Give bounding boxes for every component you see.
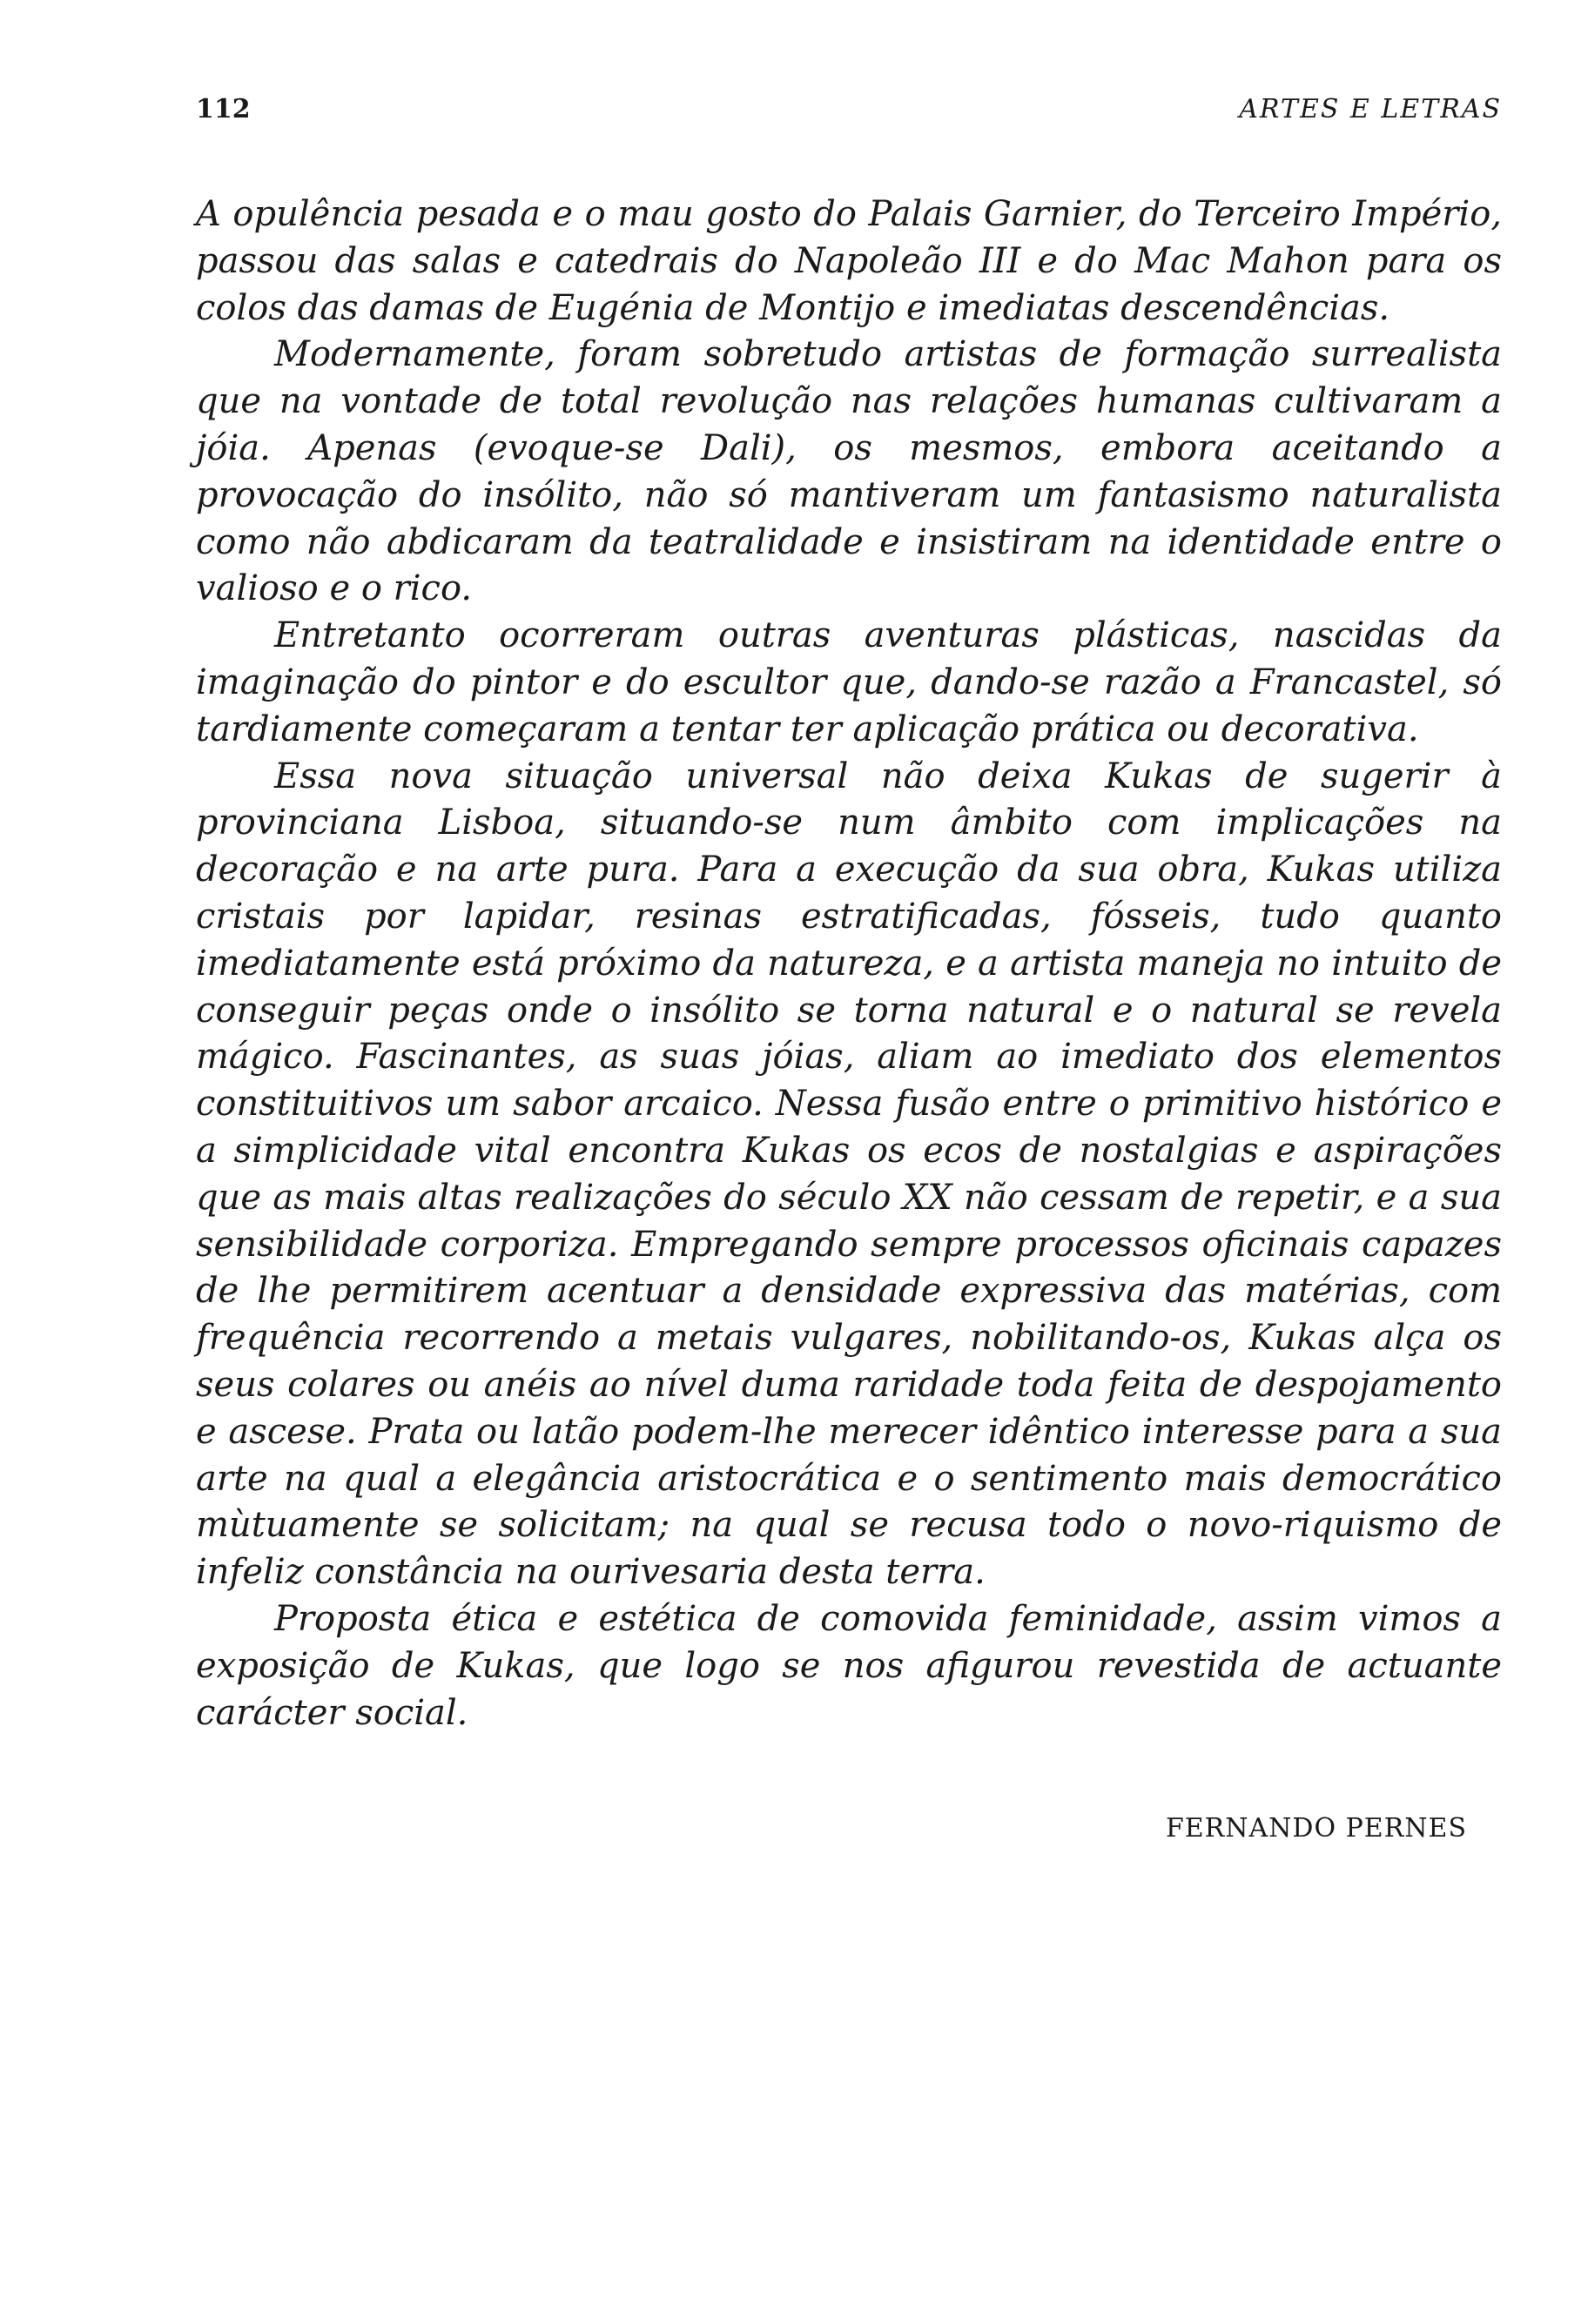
paragraph-3: Entretanto ocorreram outras aventuras plásticas, nascidas da imaginação do pintor e do escultor que, dando-se razão a Francastel, só tardiamente começaram a tentar ter aplicação prática ou decorativa. xyxy=(196,615,1502,749)
paragraph-1: A opulência pesada e o mau gosto do Palais Garnier, do Terceiro Império, passou das salas e catedrais do Napoleão III e do Mac Mahon para os colos das damas de Eugénia de Montijo e imediatas descendências. xyxy=(196,194,1502,328)
article-body xyxy=(196,191,1502,1736)
paragraph-4: Essa nova situação universal não deixa Kukas de sugerir à provinciana Lisboa, situando-se num âmbito com implicações na decoração e na arte pura. Para a execução da sua obra, Kukas utiliza cristais por lapidar, resinas estratificadas, fósseis, tudo quanto imediatamente está próximo da natureza, e a artista maneja no intuito de conseguir peças onde o insólito se torna natural e o natural se revela mágico. Fascinantes, as suas jóias, aliam ao imediato dos elementos constituitivos um sabor arcaico. Nessa fusão entre o primitivo histórico e a simplicidade vital encontra Kukas os ecos de nostalgias e aspirações que as mais altas realizações do século XX não cessam de repetir, e a sua sensibilidade corporiza. Empregando sempre processos oficinais capazes de lhe permitirem acentuar a densidade expressiva das matérias, com frequência recorrendo a metais vulgares, nobilitando-os, Kukas alça os seus colares ou anéis ao nível duma raridade toda feita de despojamento e ascese. Prata ou latão podem-lhe merecer idêntico interesse para a sua arte na qual a elegância aristocrática e o sentimento mais democrático mùtuamente se solicitam; na qual se recusa todo o novo-riquismo de infeliz constância na ourivesaria desta terra. xyxy=(196,756,1502,1593)
author-signature: FERNANDO PERNES xyxy=(1165,1813,1467,1844)
running-head xyxy=(196,94,1502,129)
paragraph-2: Modernamente, foram sobretudo artistas de formação surrealista que na vontade de total revolução nas relações humanas cultivaram a jóia. Apenas (evoque-se Dali), os mesmos, embora aceitando a provocação do insólito, não só mantiveram um fantasismo naturalista como não abdicaram da teatralidade e insistiram na identidade entre o valioso e o rico. xyxy=(196,334,1502,609)
paragraph-5: Proposta ética e estética de comovida feminidade, assim vimos a exposição de Kukas, que logo se nos afigurou revestida de actuante carácter social. xyxy=(196,1598,1502,1733)
journal-title: ARTES E LETRAS xyxy=(1239,94,1502,124)
page xyxy=(196,94,1502,1844)
page-number: 112 xyxy=(196,94,251,124)
